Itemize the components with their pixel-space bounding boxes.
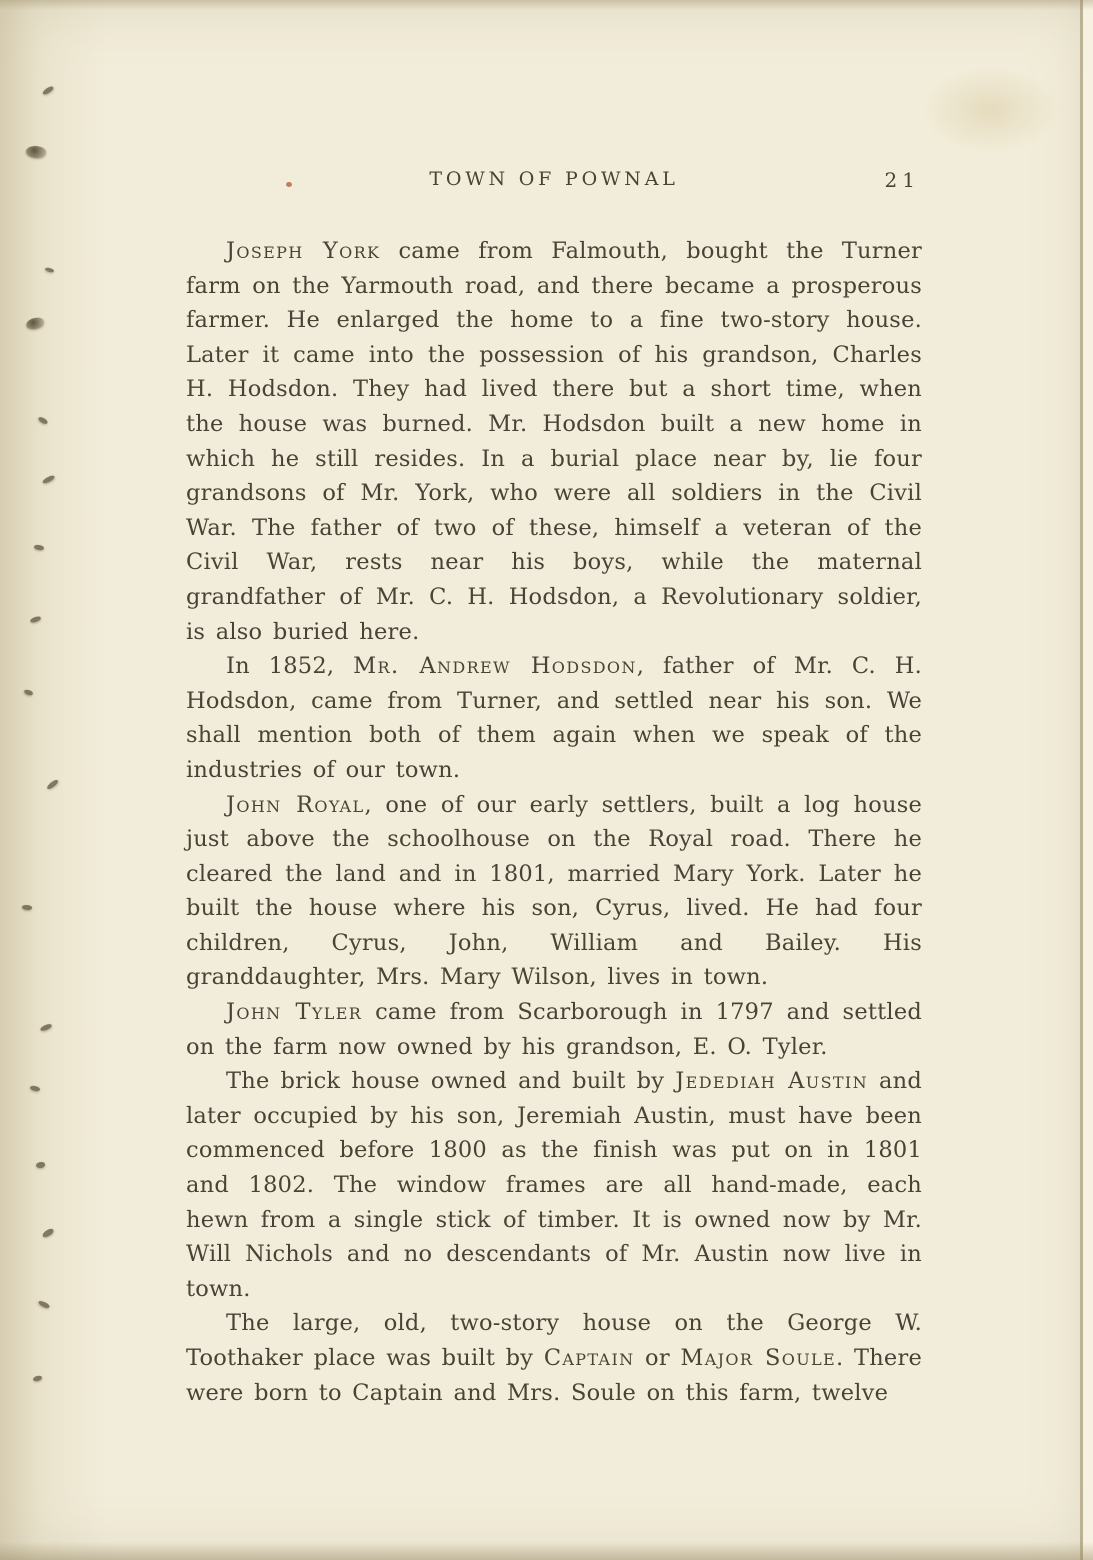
paragraph: [186, 995, 922, 1064]
page-number: 21: [884, 168, 920, 192]
person-name: Jedediah Austin: [675, 1068, 868, 1095]
person-name: John Royal: [226, 791, 365, 818]
paragraph: [186, 234, 922, 649]
stitch-mark-icon: [40, 1023, 53, 1032]
top-edge-shadow: [0, 0, 1093, 10]
page-edge-strip: [1083, 0, 1093, 1560]
text-segment: In 1852,: [226, 653, 354, 680]
paragraph: [186, 788, 922, 996]
stitch-mark-icon: [33, 1375, 43, 1381]
binding-hole-icon: [25, 144, 47, 159]
paper-stain: [920, 65, 1060, 155]
text-segment: The large, old, two-story house on the George W. Toothaker place was built by: [186, 1310, 922, 1371]
person-name: Major Soule: [680, 1345, 837, 1371]
text-segment: The brick house owned and built by: [226, 1068, 676, 1095]
paragraph: [186, 1306, 922, 1410]
stitch-mark-icon: [42, 85, 55, 95]
text-segment: , father of Mr. C. H. Hodsdon, came from Turner, and settled near his son. We shall mention both of them again when we speak of the industries of our town.: [186, 653, 922, 783]
text-segment: . There were born to Captain and Mrs. Soule on this farm, twelve: [186, 1345, 922, 1406]
running-header: [186, 168, 922, 208]
stitch-mark-icon: [46, 779, 60, 791]
stitch-mark-icon: [37, 416, 48, 426]
paragraph: [186, 649, 922, 787]
stitch-mark-icon: [22, 904, 33, 911]
text-segment: came from Scarborough in 1797 and settled on the farm now owned by his grandson, E. O. Tyler.: [186, 999, 922, 1060]
stitch-mark-icon: [41, 1228, 54, 1239]
person-name: Mr. Andrew Hodsdon: [353, 653, 637, 680]
person-name: Captain: [543, 1345, 635, 1371]
stitch-mark-icon: [34, 544, 45, 551]
paragraph: [186, 1064, 922, 1306]
person-name: John Tyler: [226, 999, 363, 1026]
stitch-mark-icon: [29, 1085, 40, 1093]
page-body: [186, 234, 922, 1410]
text-block: [186, 168, 922, 1410]
binding-hole-icon: [25, 317, 44, 330]
bottom-edge-shadow: [0, 1542, 1093, 1560]
page-title: TOWN OF POWNAL: [429, 168, 679, 190]
text-segment: and later occupied by his son, Jeremiah Austin, must have been commenced before 1800 as the finish was put on in 1801 and 1802. The window frames are all hand-made, each hewn from a single stick of timber. It is owned now by Mr. Will Nichols and no descendants of Mr. Austin now live in town.: [186, 1068, 922, 1302]
stitch-mark-icon: [42, 474, 56, 484]
text-segment: or: [634, 1345, 681, 1371]
page-edge-line: [1080, 0, 1083, 1560]
stitch-mark-icon: [38, 1299, 51, 1309]
text-segment: came from Falmouth, bought the Turner farm on the Yarmouth road, and there became a prosperous farmer. He enlarged the home to a fine two-story house. Later it came into the possession of his grandson, Charles H. Hodsdon. They had lived there but a short time, when the house was burned. Mr. Hodsdon built a new home in which he still resides. In a burial place near by, lie four grandsons of Mr. York, who were all soldiers in the Civil War. The father of two of these, himself a veteran of the Civil War, rests near his boys, while the maternal grandfather of Mr. C. H. Hodsdon, a Revolutionary soldier, is also buried here.: [186, 238, 922, 645]
stitch-mark-icon: [23, 688, 33, 696]
stitch-mark-icon: [45, 267, 55, 274]
person-name: Joseph York: [226, 238, 381, 264]
stitch-mark-icon: [36, 1162, 45, 1168]
text-segment: , one of our early settlers, built a log house just above the schoolhouse on the Royal road. There he cleared the land and in 1801, married Mary York. Later he built the house where his son, Cyrus, lived. He had four children, Cyrus, John, William and Bailey. His granddaughter, Mrs. Mary Wilson, lives in town.: [186, 791, 923, 991]
stitch-mark-icon: [30, 616, 42, 624]
